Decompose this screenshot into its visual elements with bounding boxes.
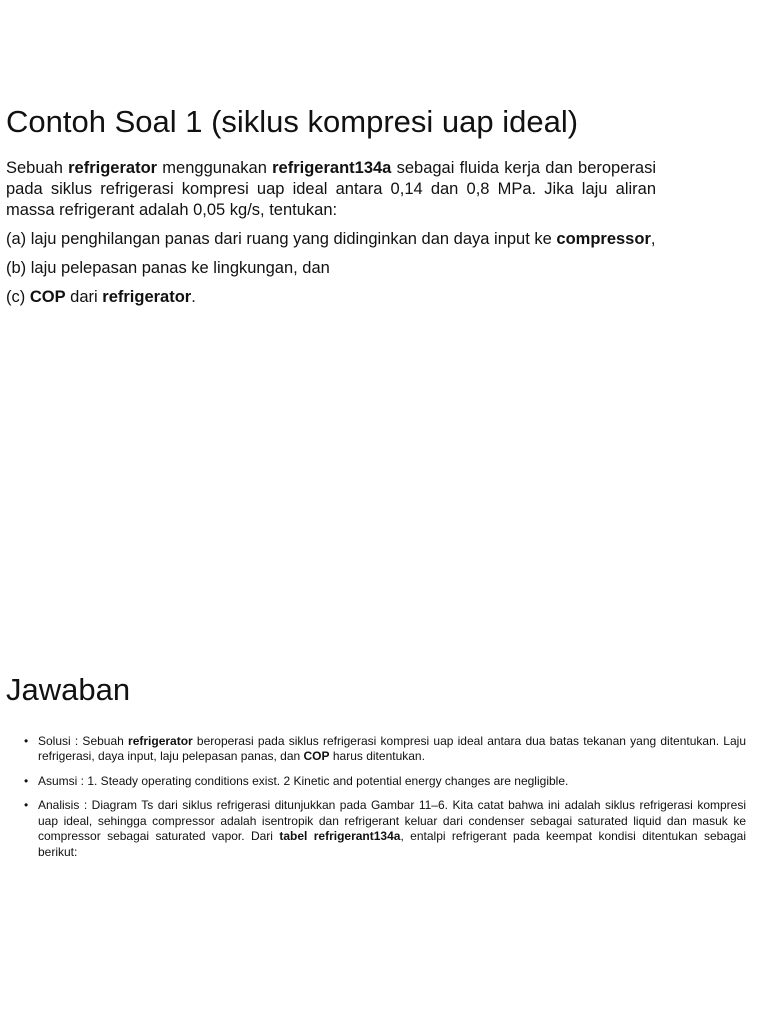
list-item bbox=[24, 798, 746, 860]
list-item bbox=[24, 734, 746, 765]
bold-term: COP bbox=[29, 287, 66, 306]
bold-term: refrigerant134a bbox=[272, 158, 392, 177]
list-item bbox=[24, 774, 746, 790]
slide-title: Jawaban bbox=[6, 672, 131, 707]
text: Analisis : Diagram Ts dari siklus refrigerasi ditunjukkan pada Gambar 11–6. Kita catat bahwa ini adalah siklus refrigerasi kompresi uap ideal, sehingga compressor adalah isentropik dan refrigerant keluar dari condenser sebagai saturated liquid dan masuk ke compressor sebagai saturated vapor. Dari bbox=[38, 798, 746, 844]
text: harus ditentukan. bbox=[329, 749, 425, 764]
bold-term: refrigerator bbox=[128, 733, 193, 748]
bullet-icon: • bbox=[24, 798, 29, 813]
text: Solusi : Sebuah bbox=[38, 733, 129, 748]
problem-intro bbox=[6, 158, 656, 221]
bold-term: refrigerator bbox=[68, 158, 158, 177]
text: Asumsi : 1. Steady operating conditions exist. 2 Kinetic and potential energy changes are negligible. bbox=[38, 773, 569, 788]
bullet-icon: • bbox=[24, 733, 29, 748]
text: sebagai fluida kerja dan beroperasi pada siklus refrigerasi kompresi uap ideal antara 0,14 dan 0,8 MPa. Jika laju aliran massa refrigerant adalah 0,05 kg/s, tentukan: bbox=[6, 158, 656, 219]
bullet-icon: • bbox=[24, 773, 29, 788]
bold-term: refrigerator bbox=[102, 287, 192, 306]
text: . bbox=[191, 287, 196, 306]
text: Sebuah bbox=[6, 158, 69, 177]
bold-term: compressor bbox=[556, 229, 651, 248]
text: , bbox=[650, 229, 656, 248]
problem-slide bbox=[6, 104, 656, 316]
question-c bbox=[6, 287, 656, 308]
question-b bbox=[6, 258, 656, 279]
text: , entalpi refrigerant pada keempat kondisi ditentukan sebagai berikut: bbox=[38, 829, 746, 859]
text: beroperasi pada siklus refrigerasi kompresi uap ideal antara dua batas tekanan yang ditentukan. Laju refrigerasi, daya input, laju pelepasan panas, dan bbox=[38, 733, 746, 764]
text: (a) laju penghilangan panas dari ruang yang didinginkan dan daya input ke bbox=[6, 229, 557, 248]
bold-term: tabel refrigerant134a bbox=[279, 829, 401, 844]
slide-title: Contoh Soal 1 (siklus kompresi uap ideal) bbox=[6, 104, 579, 139]
question-a bbox=[6, 229, 656, 250]
text: (b) laju pelepasan panas ke lingkungan, dan bbox=[6, 258, 330, 277]
bold-term: COP bbox=[303, 749, 330, 764]
text: (c) bbox=[6, 287, 30, 306]
answer-slide bbox=[6, 672, 746, 869]
text: menggunakan bbox=[157, 158, 273, 177]
text: dari bbox=[65, 287, 103, 306]
answer-list bbox=[6, 734, 746, 861]
